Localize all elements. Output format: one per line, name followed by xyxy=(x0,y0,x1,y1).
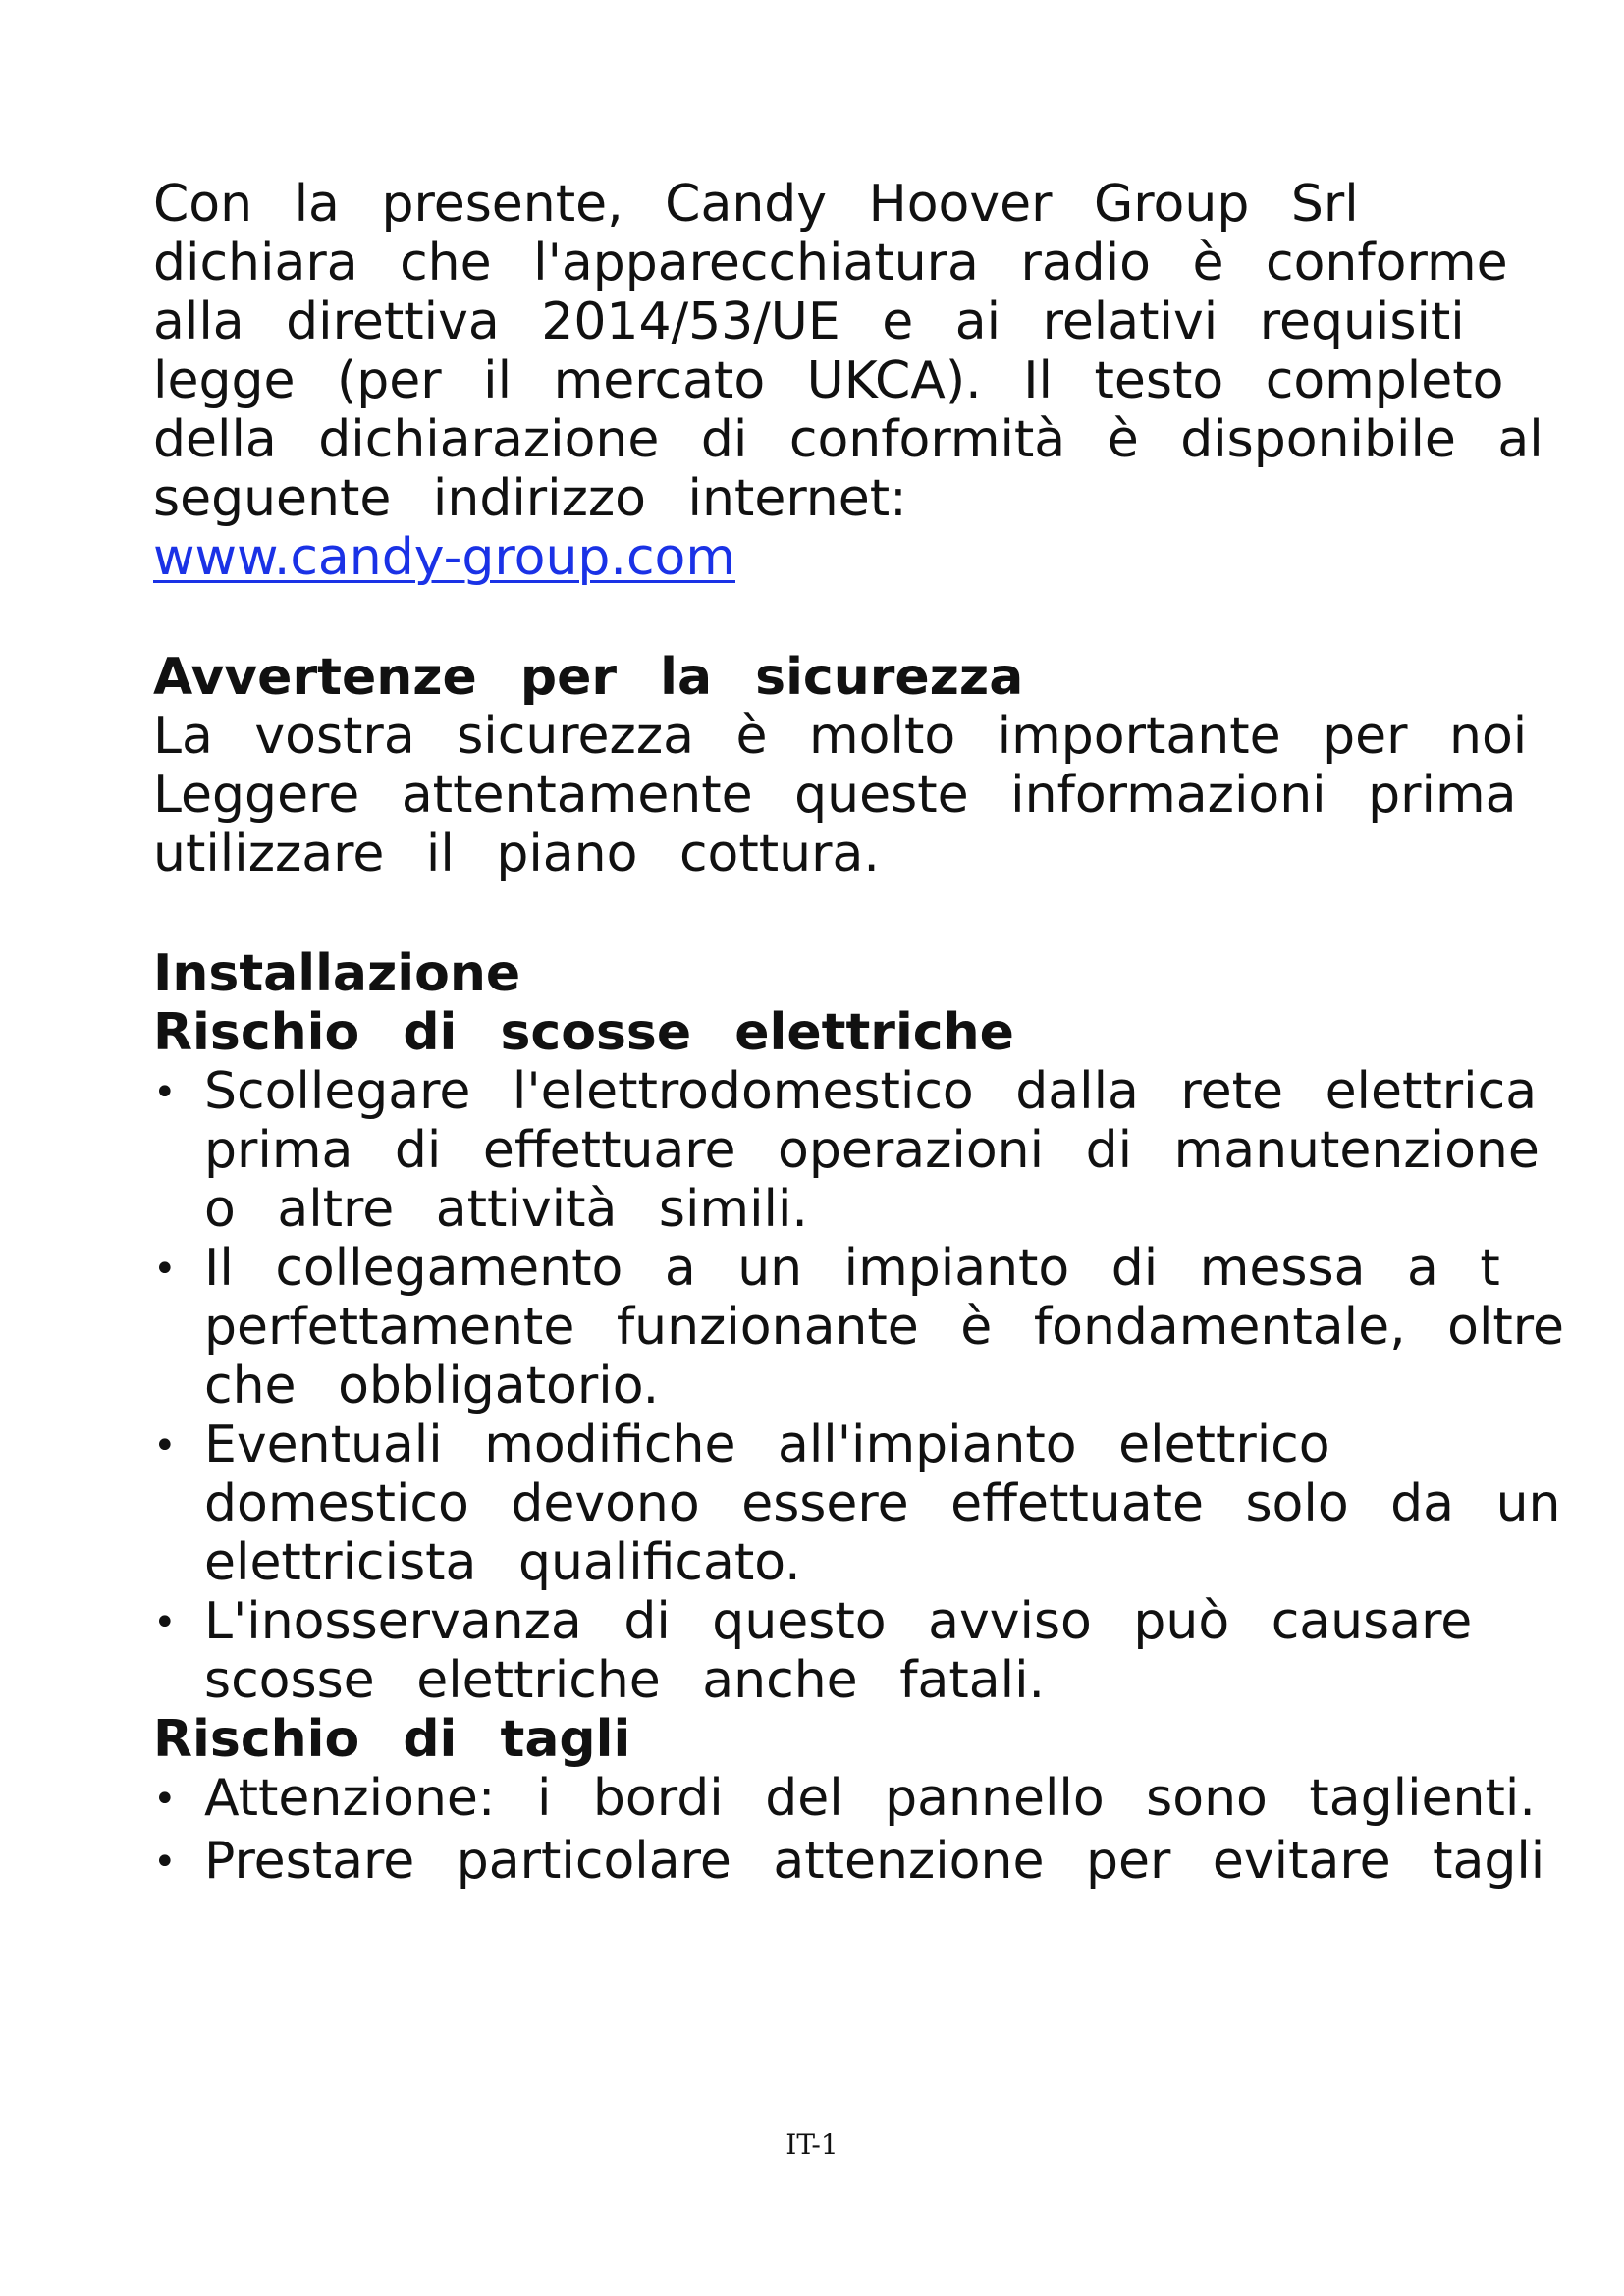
bullet-icon: • xyxy=(153,1840,177,1885)
list-item-line: perfettamente funzionante è fondamentale, oltre xyxy=(204,1298,1565,1357)
electric-shock-subheading: Rischio di scosse elettriche xyxy=(153,1003,1014,1062)
intro-paragraph xyxy=(153,175,1589,587)
safety-line: utilizzare il piano cottura. xyxy=(153,825,880,883)
list-item xyxy=(153,1062,1589,1239)
list-item xyxy=(153,1415,1589,1592)
list-item-line: elettricista qualificato. xyxy=(204,1533,801,1592)
list-item-line: scosse elettriche anche fatali. xyxy=(204,1651,1046,1710)
list-item-line: Scollegare l'elettrodomestico dalla rete elettrica xyxy=(204,1062,1538,1121)
list-item-line: L'inosservanza di questo avviso può causare xyxy=(204,1592,1473,1651)
installation-section xyxy=(153,944,1589,1710)
installation-heading: Installazione xyxy=(153,944,521,1003)
list-item-line: che obbligatorio. xyxy=(204,1357,660,1415)
bullet-icon: • xyxy=(153,1600,177,1645)
list-item-line: o altre attività simili. xyxy=(204,1180,808,1239)
intro-line: alla direttiva 2014/53/UE e ai relativi requisiti xyxy=(153,293,1465,351)
list-item xyxy=(153,1239,1589,1415)
page-number: IT-1 xyxy=(785,2128,839,2161)
list-item-line: Eventuali modifiche all'impianto elettrico xyxy=(204,1415,1330,1474)
bullet-icon: • xyxy=(153,1423,177,1468)
safety-section xyxy=(153,648,1589,883)
list-item-line: prima di effettuare operazioni di manutenzione xyxy=(204,1121,1540,1180)
list-item-line: domestico devono essere effettuate solo da un xyxy=(204,1474,1561,1533)
list-item-line: Attenzione: i bordi del pannello sono taglienti. xyxy=(204,1769,1536,1828)
intro-line: dichiara che l'apparecchiatura radio è conforme xyxy=(153,234,1508,293)
safety-line: Leggere attentamente queste informazioni prima xyxy=(153,766,1517,825)
list-item xyxy=(153,1769,1589,1828)
list-item xyxy=(153,1592,1589,1710)
website-link[interactable]: www.candy-group.com xyxy=(153,528,735,587)
safety-heading: Avvertenze per la sicurezza xyxy=(153,648,1024,707)
intro-line: legge (per il mercato UKCA). Il testo completo xyxy=(153,351,1504,410)
bullet-icon: • xyxy=(153,1070,177,1115)
list-item-line: Il collegamento a un impianto di messa a t xyxy=(204,1239,1500,1298)
cuts-section xyxy=(153,1710,1589,1891)
bullet-icon: • xyxy=(153,1777,177,1822)
safety-line: La vostra sicurezza è molto importante per noi xyxy=(153,707,1528,766)
intro-line: della dichiarazione di conformità è disponibile al xyxy=(153,410,1543,469)
list-item-line: Prestare particolare attenzione per evitare tagli xyxy=(204,1832,1545,1891)
bullet-icon: • xyxy=(153,1247,177,1292)
cuts-subheading: Rischio di tagli xyxy=(153,1710,631,1769)
list-item xyxy=(153,1832,1589,1891)
document-page xyxy=(153,175,1589,1891)
intro-line: seguente indirizzo internet: xyxy=(153,469,907,528)
intro-line: Con la presente, Candy Hoover Group Srl xyxy=(153,175,1359,234)
